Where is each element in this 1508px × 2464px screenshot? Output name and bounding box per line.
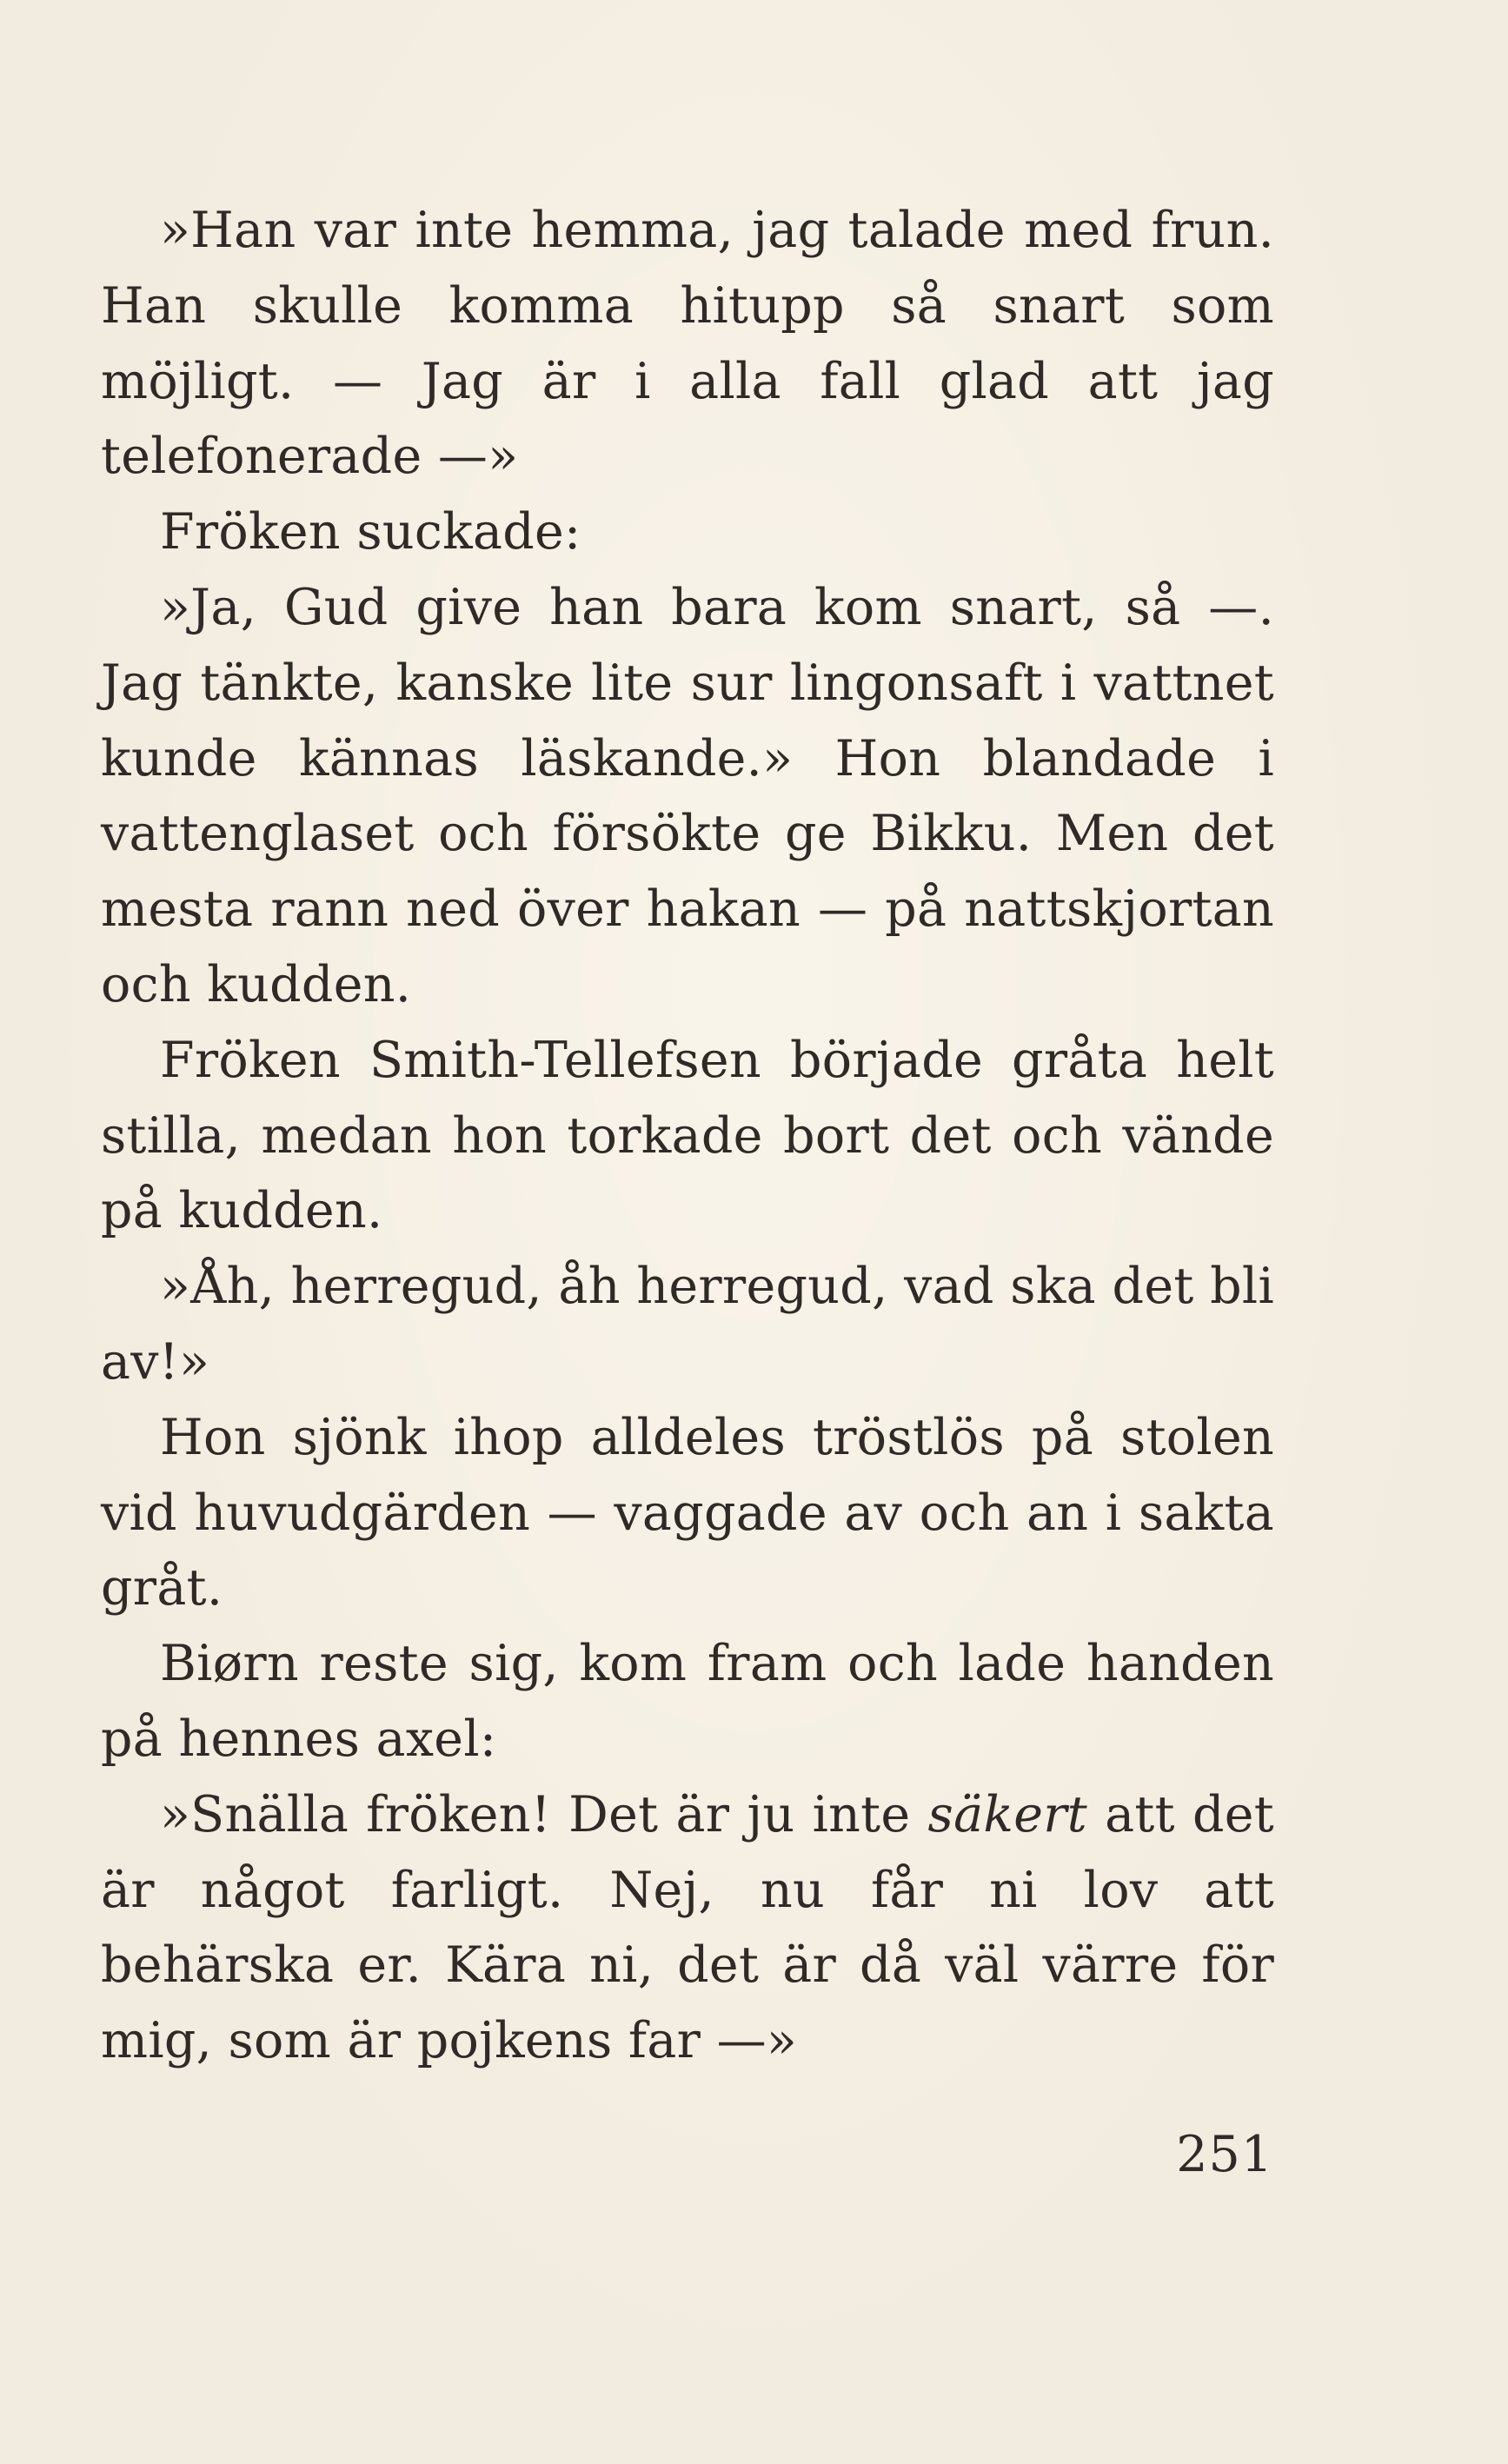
paragraph: Hon sjönk ihop alldeles tröstlös på stolen vid huvudgärden — vaggade av och an i sakta gråt. [101, 1408, 1274, 1617]
text-run: att det är något farligt. Nej, nu får ni lov att behärska er. Kära ni, det är då väl värre för mig, som är pojkens far —» [101, 1785, 1274, 2070]
paragraph: Fröken suckade: [160, 503, 581, 561]
page-number: 251 [1176, 2126, 1273, 2183]
paragraph: »Han var inte hemma, jag talade med frun. Han skulle komma hitupp så snart som möjligt. — Jag är i alla fall glad att jag telefonerade —» [101, 202, 1274, 486]
body-text [101, 193, 1274, 2079]
paragraph: Biørn reste sig, kom fram och lade handen på hennes axel: [101, 1635, 1274, 1768]
paragraph: »Ja, Gud give han bara kom snart, så —. Jag tänkte, kanske lite sur lingonsaft i vattnet kunde kännas läskande.» Hon blandade i vattenglaset och försökte ge Bikku. Men det mesta rann ned över hakan — på nattskjortan och kudden. [101, 578, 1274, 1013]
paragraph-with-emphasis [101, 1777, 1274, 2079]
text-run: »Snälla fröken! Det är ju inte [160, 1785, 928, 1843]
paragraph: »Åh, herregud, åh herregud, vad ska det bli av!» [101, 1258, 1274, 1391]
emphasized-word: säkert [927, 1785, 1087, 1843]
paragraph: Fröken Smith-Tellefsen började gråta helt stilla, medan hon torkade bort det och vände på kudden. [101, 1031, 1274, 1240]
